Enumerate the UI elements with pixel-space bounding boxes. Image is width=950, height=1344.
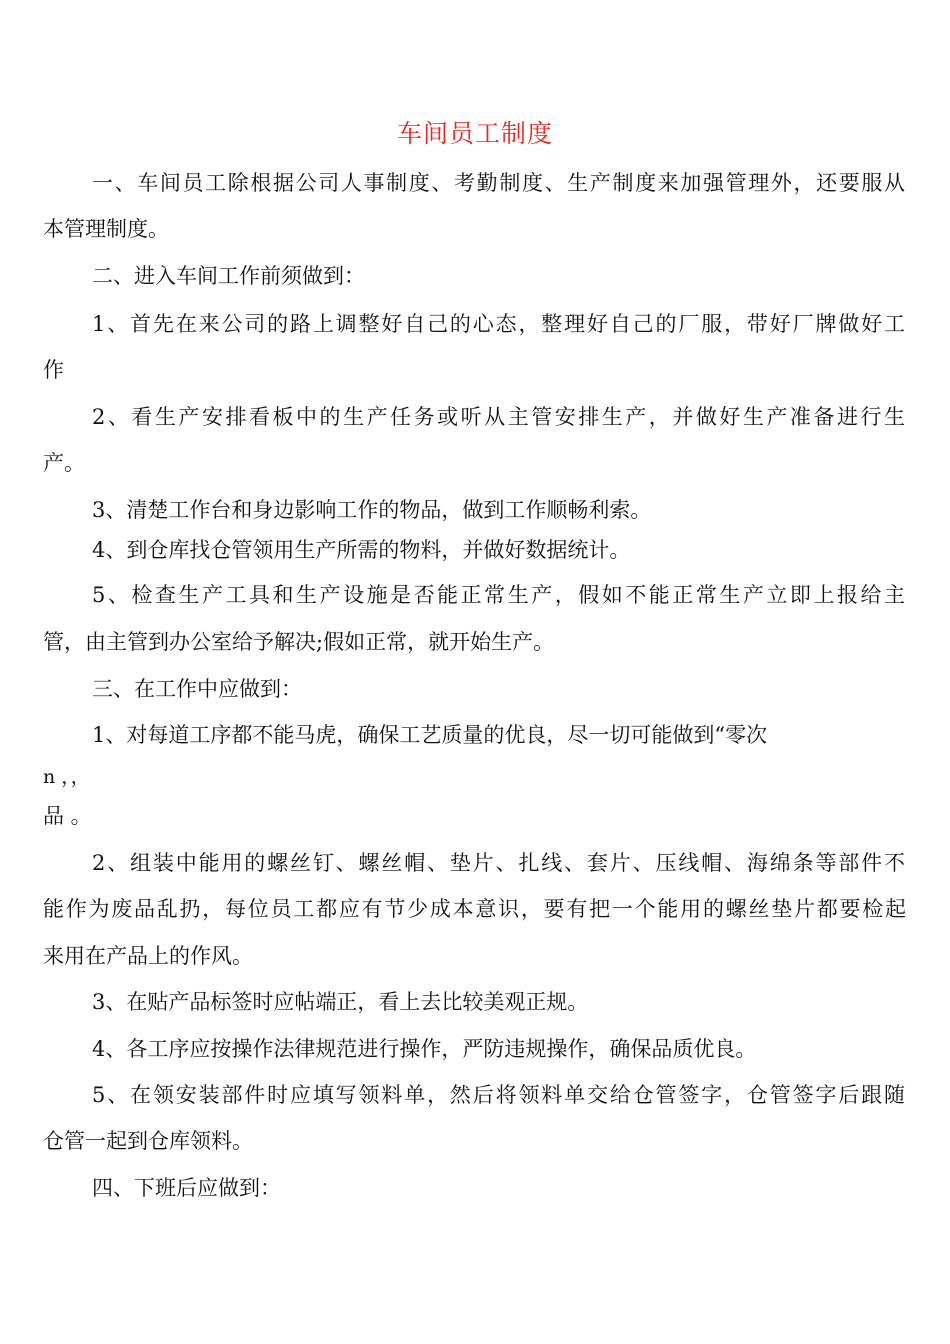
item-2-1-line-1: 1、首先在来公司的路上调整好自己的心态，整理好自己的厂服，带好厂牌做好工 [92,312,905,336]
item-2-2-line-1: 2、看生产安排看板中的生产任务或听从主管安排生产，并做好生产准备进行生 [92,405,905,429]
item-3-2-line-2: 能作为废品乱扔，每位员工都应有节少成本意识，要有把一个能用的螺丝垫片都要检起 [43,897,906,921]
item-2-3: 3、清楚工作台和身边影响工作的物品，做到工作顺畅利索。 [92,498,652,522]
document-title: 车间员工制度 [396,119,553,148]
section-4-heading: 四、下班后应做到： [92,1176,281,1200]
paragraph-1-line-2: 本管理制度。 [43,217,169,241]
section-2-heading: 二、进入车间工作前须做到： [92,264,365,288]
item-2-4: 4、到仓库找仓管领用生产所需的物料，并做好数据统计。 [92,538,631,562]
paragraph-1-line-1: 一、车间员工除根据公司人事制度、考勤制度、生产制度来加强管理外，还要服从 [92,171,905,195]
item-2-5-line-2: 管，由主管到办公室给予解决;假如正常，就开始生产。 [43,630,555,654]
item-3-5-line-2: 仓管一起到仓库领料。 [43,1129,253,1153]
item-2-5-line-1: 5、检查生产工具和生产设施是否能正常生产，假如不能正常生产立即上报给主 [92,583,905,607]
section-3-heading: 三、在工作中应做到： [92,677,302,701]
item-3-2-line-3: 来用在产品上的作风。 [43,944,253,968]
item-3-4: 4、各工序应按操作法律规范进行操作，严防违规操作，确保品质优良。 [92,1037,757,1061]
item-2-1-line-2: 作 [43,358,64,382]
item-3-2-line-1: 2、组装中能用的螺丝钉、螺丝帽、垫片、扎线、套片、压线帽、海绵条等部件不 [92,851,905,875]
item-3-3: 3、在贴产品标签时应帖端正，看上去比较美观正规。 [92,990,589,1014]
item-3-1-line-2: n ，， [43,766,90,788]
item-3-1-line-3: 品 。 [43,804,92,828]
item-3-1-line-1: 1、对每道工序都不能马虎，确保工艺质量的优良，尽一切可能做到“零次 [92,723,768,747]
item-3-5-line-1: 5、在领安装部件时应填写领料单，然后将领料单交给仓管签字，仓管签字后跟随 [92,1083,905,1107]
item-2-2-line-2: 产。 [43,451,85,475]
